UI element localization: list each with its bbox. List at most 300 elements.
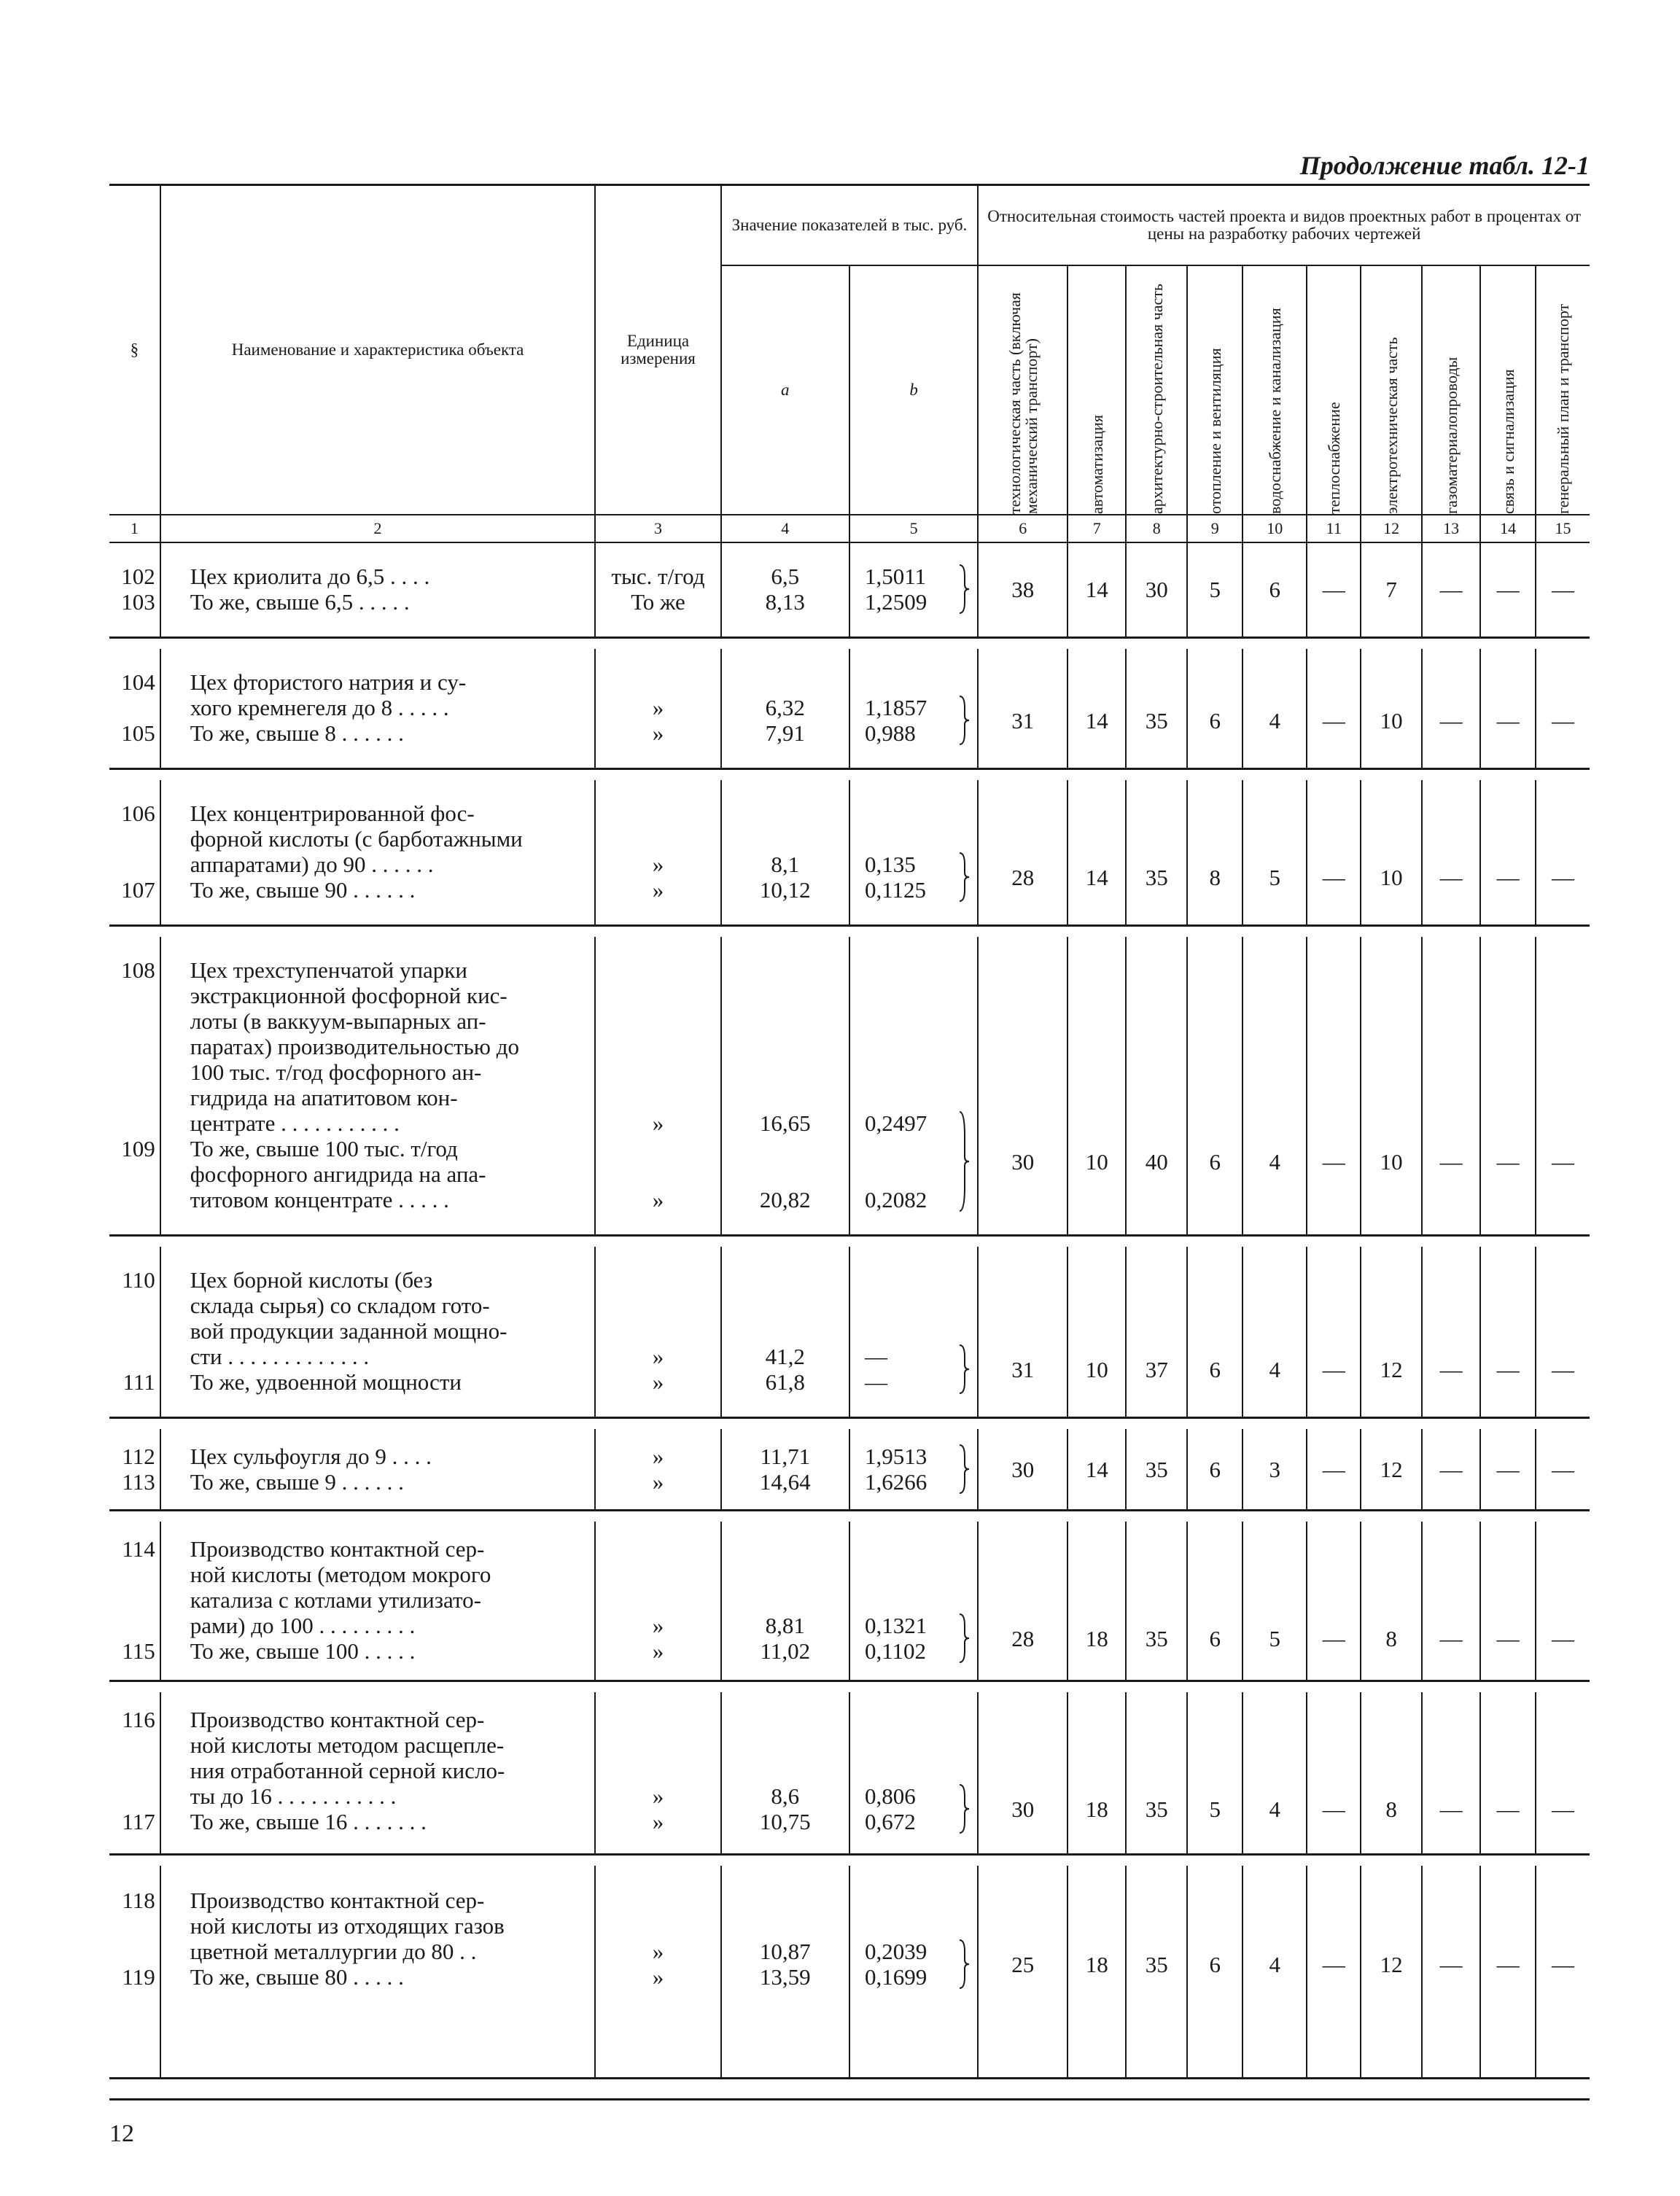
units-line: То же <box>631 589 685 615</box>
sections-line <box>109 1318 155 1344</box>
sections-line: 114 <box>122 1536 155 1562</box>
units-line: » <box>652 1638 664 1664</box>
name_lines-line: паратах) производительностью до <box>190 1034 519 1059</box>
a-line: 8,81 <box>765 1613 805 1638</box>
name_lines-line: ной кислоты (методом мокрого <box>190 1562 491 1587</box>
units-line: » <box>652 695 664 720</box>
col-number: 14 <box>1480 515 1536 542</box>
percent-cell: 10 <box>1361 780 1422 926</box>
header-col-12: электротехническая часть <box>1382 337 1401 514</box>
units-line <box>596 1085 720 1110</box>
percent-cell: 7 <box>1361 542 1422 638</box>
units-line: » <box>652 1613 664 1638</box>
sections-line <box>109 1085 155 1110</box>
units-line <box>596 1758 720 1783</box>
a-line: 61,8 <box>765 1369 805 1395</box>
header-values-group: Значение показателей в тыс. руб. <box>721 185 979 266</box>
b-line <box>865 1008 977 1034</box>
header-col-6: технологическая часть (включая механический транспорт) <box>1005 292 1041 514</box>
b-line <box>865 1913 977 1939</box>
percent-cell: — <box>1536 1692 1590 1855</box>
b-line: 0,2039 <box>864 1939 928 1964</box>
percent-cell: — <box>1307 780 1361 926</box>
brace-icon <box>958 564 970 615</box>
b-line: 1,1857 <box>864 695 928 720</box>
b-line: 0,988 <box>864 720 916 746</box>
sections-line <box>109 826 155 852</box>
b-line: 0,672 <box>864 1809 916 1834</box>
units-line <box>596 1008 720 1034</box>
name_lines-line: цветной металлургии до 80 . . <box>190 1939 477 1964</box>
name_lines-line: Цех борной кислоты (без <box>190 1267 433 1293</box>
percent-cell: 25 <box>978 1866 1068 2079</box>
unit-cell <box>595 1429 720 1511</box>
a-line <box>722 957 849 983</box>
object-name-cell <box>160 1692 596 1855</box>
name_lines-line: ты до 16 . . . . . . . . . . . <box>190 1783 397 1809</box>
header-percent-group: Относительная стоимость частей проекта и видов проектных работ в процентах от цены на разработку рабочих чертежей <box>978 185 1590 266</box>
units-line: » <box>652 852 664 877</box>
a-line: 14,64 <box>759 1469 811 1495</box>
a-line <box>722 1059 849 1085</box>
sections-line <box>109 1344 155 1369</box>
sections-line <box>109 983 155 1008</box>
units-line <box>596 1059 720 1085</box>
percent-cell: — <box>1536 1429 1590 1511</box>
name_lines-line: Цех криолита до 6,5 . . . . <box>190 564 430 589</box>
brace-icon <box>958 1783 970 1834</box>
percent-cell: 14 <box>1068 1429 1126 1511</box>
percent-cell: — <box>1307 649 1361 769</box>
percent-cell: 4 <box>1242 1866 1307 2079</box>
percent-cell: 30 <box>978 1429 1068 1511</box>
unit-cell <box>595 542 720 638</box>
a-line <box>722 1085 849 1110</box>
a-line: 8,6 <box>771 1783 800 1809</box>
units-line: » <box>652 720 664 746</box>
col-number: 15 <box>1536 515 1590 542</box>
percent-cell: 6 <box>1187 1866 1242 2079</box>
percent-cell: 6 <box>1187 1429 1242 1511</box>
sections-line: 118 <box>122 1888 155 1913</box>
object-name-cell <box>160 1866 596 2079</box>
b-line: 0,135 <box>864 852 916 877</box>
header-col-11: теплоснабжение <box>1324 402 1343 514</box>
percent-cell: — <box>1480 1692 1536 1855</box>
percent-cell: — <box>1422 780 1480 926</box>
header-unit: Единица измерения <box>595 185 720 515</box>
sections-line: 107 <box>121 877 155 903</box>
name_lines-line: гидрида на апатитовом кон- <box>190 1085 458 1110</box>
unit-cell <box>595 1247 720 1418</box>
sections-line: 102 <box>121 564 155 589</box>
units-line <box>596 1136 720 1161</box>
object-name-cell <box>160 1429 596 1511</box>
percent-cell: — <box>1422 542 1480 638</box>
b-line <box>865 1085 977 1110</box>
value-a-cell <box>721 1247 849 1418</box>
a-line <box>722 1267 849 1293</box>
percent-cell: 30 <box>978 1692 1068 1855</box>
units-line: » <box>652 1469 664 1495</box>
sections-line <box>109 1187 155 1212</box>
percent-cell: 8 <box>1361 1522 1422 1681</box>
sections-line: 119 <box>122 1964 155 1990</box>
percent-cell: — <box>1307 1866 1361 2079</box>
sections-line <box>109 1783 155 1809</box>
col-number: 9 <box>1187 515 1242 542</box>
name_lines-line: 100 тыс. т/год фосфорного ан- <box>190 1059 482 1085</box>
percent-cell: — <box>1536 542 1590 638</box>
units-line: » <box>652 1187 664 1212</box>
sections-line <box>109 1293 155 1318</box>
object-name-cell <box>160 1522 596 1681</box>
b-line <box>865 1562 977 1587</box>
sections-line: 109 <box>121 1136 155 1161</box>
b-line: — <box>864 1344 887 1369</box>
percent-cell: 30 <box>978 937 1068 1236</box>
table-row <box>109 937 1590 1236</box>
percent-cell: — <box>1536 1866 1590 2079</box>
percent-cell: 5 <box>1242 780 1307 926</box>
sections-line: 113 <box>122 1469 155 1495</box>
units-line <box>596 826 720 852</box>
units-line <box>596 1587 720 1613</box>
b-line <box>865 826 977 852</box>
b-line <box>865 1732 977 1758</box>
value-a-cell <box>721 1429 849 1511</box>
name_lines-line: То же, свыше 80 . . . . . <box>190 1964 404 1990</box>
sections-line <box>109 1008 155 1034</box>
percent-cell: 10 <box>1361 937 1422 1236</box>
percent-cell: — <box>1480 542 1536 638</box>
section-cell <box>109 937 160 1236</box>
value-a-cell <box>721 937 849 1236</box>
col-number: 2 <box>160 515 596 542</box>
value-b-cell <box>849 780 978 926</box>
sections-line: 105 <box>121 720 155 746</box>
name_lines-line: Производство контактной сер- <box>190 1888 485 1913</box>
a-line <box>722 1707 849 1732</box>
a-line: 8,1 <box>771 852 800 877</box>
a-line <box>722 1161 849 1187</box>
name_lines-line: склада сырья) со складом гото- <box>190 1293 490 1318</box>
value-a-cell <box>721 1866 849 2079</box>
percent-cell: — <box>1307 1429 1361 1511</box>
value-a-cell <box>721 542 849 638</box>
object-name-cell <box>160 780 596 926</box>
table-row <box>109 1522 1590 1681</box>
percent-cell: 8 <box>1187 780 1242 926</box>
header-col-14: связь и сигнализация <box>1498 369 1517 514</box>
section-cell <box>109 1429 160 1511</box>
percent-cell: — <box>1422 1247 1480 1418</box>
name_lines-line: Цех концентрированной фос- <box>190 801 475 826</box>
percent-cell: 38 <box>978 542 1068 638</box>
percent-cell: 4 <box>1242 649 1307 769</box>
sections-line: 112 <box>122 1444 155 1469</box>
percent-cell: 4 <box>1242 1247 1307 1418</box>
value-b-cell <box>849 542 978 638</box>
percent-cell: 30 <box>1126 542 1187 638</box>
col-number: 7 <box>1068 515 1126 542</box>
a-line <box>722 1034 849 1059</box>
b-line: 0,1321 <box>864 1613 928 1638</box>
name_lines-line: сти . . . . . . . . . . . . . <box>190 1344 370 1369</box>
header-col-7: автоматизация <box>1087 415 1106 514</box>
table-row <box>109 649 1590 769</box>
name_lines-line: То же, удвоенной мощности <box>190 1369 462 1395</box>
unit-cell <box>595 780 720 926</box>
value-b-cell <box>849 1692 978 1855</box>
name_lines-line: фосфорного ангидрида на апа- <box>190 1161 486 1187</box>
sections-line <box>109 1161 155 1187</box>
percent-cell: 10 <box>1068 937 1126 1236</box>
percent-cell: 3 <box>1242 1429 1307 1511</box>
table-row <box>109 780 1590 926</box>
units-line <box>596 957 720 983</box>
b-line <box>865 1034 977 1059</box>
b-line <box>865 1059 977 1085</box>
object-name-cell <box>160 649 596 769</box>
column-number-row <box>109 515 1590 542</box>
units-line: » <box>652 1110 664 1136</box>
section-cell <box>109 542 160 638</box>
units-line <box>596 1536 720 1562</box>
percent-cell: — <box>1480 937 1536 1236</box>
name_lines-line: экстракционной фосфорной кис- <box>190 983 508 1008</box>
table-caption: Продолжение табл. 12-1 <box>1299 151 1590 180</box>
units-line: » <box>652 1964 664 1990</box>
name_lines-line: Цех трехступенчатой упарки <box>190 957 467 983</box>
sections-line: 108 <box>121 957 155 983</box>
percent-cell: 4 <box>1242 937 1307 1236</box>
percent-cell: — <box>1422 1866 1480 2079</box>
percent-cell: 31 <box>978 649 1068 769</box>
percent-cell: 35 <box>1126 780 1187 926</box>
value-a-cell <box>721 1522 849 1681</box>
object-name-cell <box>160 1247 596 1418</box>
percent-cell: — <box>1480 649 1536 769</box>
b-line <box>865 1587 977 1613</box>
sections-line <box>109 1732 155 1758</box>
brace-icon <box>958 1939 970 1990</box>
name_lines-line: рами) до 100 . . . . . . . . . <box>190 1613 416 1638</box>
a-line: 11,71 <box>760 1444 811 1469</box>
percent-cell: 6 <box>1242 542 1307 638</box>
sections-line: 104 <box>121 669 155 695</box>
a-line <box>722 1536 849 1562</box>
percent-cell: — <box>1536 937 1590 1236</box>
b-line: 0,1102 <box>864 1638 927 1664</box>
percent-cell: — <box>1480 1429 1536 1511</box>
section-cell <box>109 1866 160 2079</box>
section-cell <box>109 1692 160 1855</box>
brace-icon <box>958 1344 970 1395</box>
percent-cell: 10 <box>1068 1247 1126 1418</box>
percent-cell: — <box>1480 1247 1536 1418</box>
section-cell <box>109 1247 160 1418</box>
sections-line <box>109 1059 155 1085</box>
units-line: » <box>652 1444 664 1469</box>
col-number: 13 <box>1422 515 1480 542</box>
name_lines-line: хого кремнегеля до 8 . . . . . <box>190 695 449 720</box>
percent-cell: — <box>1422 1429 1480 1511</box>
b-line: — <box>864 1369 887 1395</box>
sections-line: 111 <box>122 1369 155 1395</box>
a-line: 41,2 <box>765 1344 805 1369</box>
section-cell <box>109 1522 160 1681</box>
percent-cell: 4 <box>1242 1692 1307 1855</box>
name_lines-line: вой продукции заданной мощно- <box>190 1318 508 1344</box>
percent-cell: — <box>1307 1692 1361 1855</box>
name_lines-line: ной кислоты методом расщепле- <box>190 1732 505 1758</box>
header-b: b <box>849 265 978 515</box>
percent-cell: 35 <box>1126 649 1187 769</box>
units-line <box>596 1161 720 1187</box>
brace-icon <box>958 852 970 903</box>
value-a-cell <box>721 1692 849 1855</box>
header-col-8: архитектурно-строительная часть <box>1147 284 1166 514</box>
name_lines-line: центрате . . . . . . . . . . . <box>190 1110 400 1136</box>
name_lines-line: То же, свыше 100 тыс. т/год <box>190 1136 458 1161</box>
percent-cell: 6 <box>1187 1522 1242 1681</box>
percent-cell: 12 <box>1361 1247 1422 1418</box>
value-b-cell <box>849 937 978 1236</box>
b-line: 1,5011 <box>864 564 927 589</box>
sections-line <box>109 1758 155 1783</box>
name_lines-line: лоты (в ваккуум-выпарных ап- <box>190 1008 486 1034</box>
a-line: 8,13 <box>765 589 805 615</box>
value-b-cell <box>849 1247 978 1418</box>
name_lines-line: Цех сульфоугля до 9 . . . . <box>190 1444 432 1469</box>
percent-cell: 40 <box>1126 937 1187 1236</box>
col-number: 1 <box>109 515 160 542</box>
col-number: 12 <box>1361 515 1422 542</box>
unit-cell <box>595 1692 720 1855</box>
sections-line: 115 <box>122 1638 155 1664</box>
a-line: 6,5 <box>771 564 800 589</box>
b-line: 0,1125 <box>864 877 927 903</box>
object-name-cell <box>160 542 596 638</box>
units-line <box>596 983 720 1008</box>
a-line <box>722 826 849 852</box>
percent-cell: — <box>1307 1247 1361 1418</box>
units-line <box>596 801 720 826</box>
col-number: 4 <box>721 515 849 542</box>
a-line <box>722 801 849 826</box>
b-line <box>865 1707 977 1732</box>
a-line: 11,02 <box>760 1638 811 1664</box>
percent-cell: 35 <box>1126 1692 1187 1855</box>
sections-line: 106 <box>121 801 155 826</box>
value-a-cell <box>721 780 849 926</box>
b-line: 0,2082 <box>864 1187 928 1212</box>
b-line <box>865 669 977 695</box>
a-line <box>722 1008 849 1034</box>
percent-cell: — <box>1307 1522 1361 1681</box>
a-line <box>722 1888 849 1913</box>
section-cell <box>109 649 160 769</box>
name_lines-line: Цех фтористого натрия и су- <box>190 669 467 695</box>
b-line: 1,6266 <box>864 1469 928 1495</box>
b-line <box>865 1888 977 1913</box>
b-line: 1,2509 <box>864 589 928 615</box>
percent-cell: 18 <box>1068 1522 1126 1681</box>
object-name-cell <box>160 937 596 1236</box>
percent-cell: — <box>1422 649 1480 769</box>
units-line: » <box>652 1809 664 1834</box>
brace-icon <box>958 695 970 746</box>
percent-cell: — <box>1536 780 1590 926</box>
sections-line: 116 <box>122 1707 155 1732</box>
percent-cell: 6 <box>1187 649 1242 769</box>
header-section: § <box>109 185 160 515</box>
units-line: » <box>652 1783 664 1809</box>
a-line <box>722 1587 849 1613</box>
a-line <box>722 1136 849 1161</box>
units-line <box>596 1293 720 1318</box>
sections-line <box>109 1110 155 1136</box>
percent-cell: 12 <box>1361 1866 1422 2079</box>
percent-cell: 14 <box>1068 649 1126 769</box>
percent-cell: 31 <box>978 1247 1068 1418</box>
col-number: 6 <box>978 515 1068 542</box>
name_lines-line: То же, свыше 90 . . . . . . <box>190 877 416 903</box>
b-line <box>865 1318 977 1344</box>
percent-cell: 35 <box>1126 1429 1187 1511</box>
brace-icon <box>958 1613 970 1664</box>
percent-cell: 8 <box>1361 1692 1422 1855</box>
col-number: 3 <box>595 515 720 542</box>
unit-cell <box>595 1522 720 1681</box>
unit-cell <box>595 649 720 769</box>
name_lines-line: титовом концентрате . . . . . <box>190 1187 449 1212</box>
name_lines-line: аппаратами) до 90 . . . . . . <box>190 852 434 877</box>
a-line: 13,59 <box>759 1964 811 1990</box>
b-line: 0,806 <box>864 1783 916 1809</box>
units-line <box>596 669 720 695</box>
brace-icon <box>958 1444 970 1495</box>
col-number: 5 <box>849 515 978 542</box>
sections-line <box>109 1913 155 1939</box>
col-number: 8 <box>1126 515 1187 542</box>
value-b-cell <box>849 1866 978 2079</box>
sections-line <box>109 852 155 877</box>
percent-cell: 10 <box>1361 649 1422 769</box>
percent-cell: 18 <box>1068 1866 1126 2079</box>
table-row <box>109 1247 1590 1418</box>
a-line <box>722 1293 849 1318</box>
name_lines-line: ной кислоты из отходящих газов <box>190 1913 505 1939</box>
value-b-cell <box>849 1429 978 1511</box>
name_lines-line: форной кислоты (с барботажными <box>190 826 523 852</box>
percent-cell: — <box>1422 1522 1480 1681</box>
sections-line <box>109 1613 155 1638</box>
table-row <box>109 542 1590 638</box>
percent-cell: 14 <box>1068 542 1126 638</box>
a-line: 7,91 <box>765 720 805 746</box>
percent-cell: 37 <box>1126 1247 1187 1418</box>
value-b-cell <box>849 649 978 769</box>
percent-cell: 5 <box>1187 542 1242 638</box>
header-name: Наименование и характеристика объекта <box>160 185 596 515</box>
b-line <box>865 957 977 983</box>
units-line <box>596 1732 720 1758</box>
percent-cell: 5 <box>1242 1522 1307 1681</box>
table-body <box>109 542 1590 2079</box>
sections-line <box>109 695 155 720</box>
